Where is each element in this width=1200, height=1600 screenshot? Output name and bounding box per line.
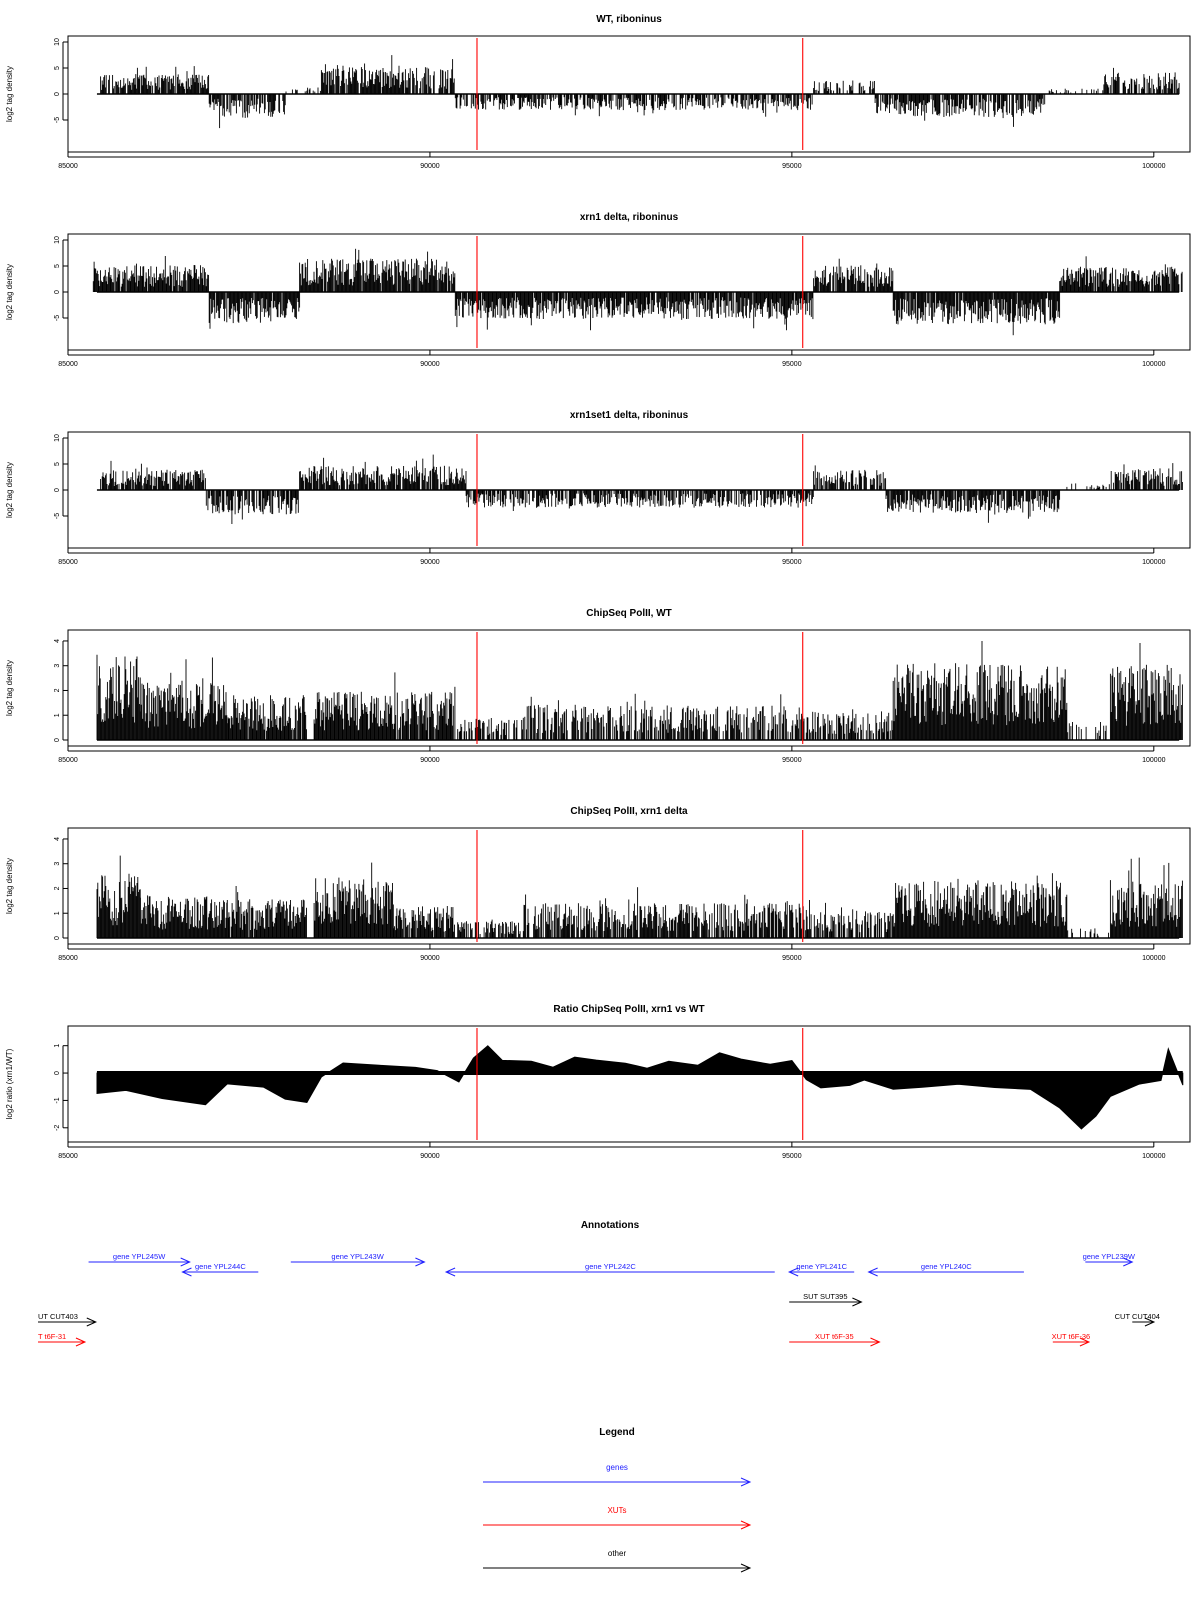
x-tick-label: 100000: [1142, 361, 1166, 368]
signal-region: [814, 259, 893, 292]
y-axis-label: log2 tag density: [5, 461, 14, 519]
chart-title: WT, riboninus: [596, 14, 662, 25]
y-tick-label: -5: [54, 314, 61, 322]
x-tick-label: 90000: [420, 757, 440, 764]
signal-region: [1068, 722, 1106, 740]
x-tick-label: 95000: [782, 361, 802, 368]
y-tick-label: -5: [54, 116, 61, 124]
signal-region: [140, 895, 226, 938]
x-tick-label: 95000: [782, 757, 802, 764]
y-tick-label: 2: [54, 688, 61, 693]
chart-panel-2: [5, 212, 1190, 368]
signal-region: [1111, 463, 1182, 490]
y-tick-label: 10: [54, 236, 61, 244]
chart-title: ChipSeq PolII, xrn1 delta: [570, 806, 688, 817]
data-layer: [97, 641, 1182, 740]
y-tick-label: 10: [54, 38, 61, 46]
x-tick-label: 90000: [420, 559, 440, 566]
y-axis-label: log2 tag density: [5, 659, 14, 717]
chart-panel-1: [5, 14, 1190, 170]
signal-region: [321, 55, 454, 94]
y-tick-label: 5: [54, 264, 61, 268]
signal-region: [300, 249, 455, 292]
signal-region: [875, 94, 1045, 127]
y-tick-label: 0: [54, 92, 61, 96]
x-tick-label: 100000: [1142, 163, 1166, 170]
x-tick-label: 85000: [58, 559, 78, 566]
signal-region: [806, 709, 892, 740]
chart-title: ChipSeq PolII, WT: [586, 608, 672, 619]
signal-region: [1067, 483, 1109, 490]
signal-region: [97, 655, 140, 740]
y-tick-label: 0: [54, 738, 61, 742]
signal-region: [394, 906, 455, 938]
x-tick-label: 85000: [58, 757, 78, 764]
signal-region: [227, 886, 306, 938]
signal-region: [140, 658, 226, 741]
y-tick-label: 0: [54, 488, 61, 492]
y-tick-label: 5: [54, 462, 61, 466]
x-tick-label: 90000: [420, 361, 440, 368]
y-tick-label: 0: [54, 290, 61, 294]
y-axis-label: log2 tag density: [5, 857, 14, 915]
x-tick-label: 85000: [58, 361, 78, 368]
y-tick-label: 1: [54, 713, 61, 718]
signal-region: [101, 66, 209, 94]
signal-region: [101, 461, 206, 490]
signal-region: [286, 88, 320, 95]
x-tick-label: 95000: [782, 163, 802, 170]
signal-region: [209, 94, 285, 128]
data-layer: [97, 856, 1182, 938]
signal-region: [458, 718, 524, 740]
signal-region: [300, 455, 466, 490]
signal-region: [886, 490, 1060, 523]
signal-region: [227, 695, 306, 740]
y-tick-label: 4: [54, 638, 61, 643]
signal-region: [206, 490, 298, 524]
signal-region: [814, 81, 875, 95]
y-tick-label: 5: [54, 66, 61, 70]
data-layer: [93, 249, 1182, 335]
y-axis-label: log2 tag density: [5, 65, 14, 123]
signal-region: [455, 94, 812, 117]
signal-region: [458, 920, 524, 938]
signal-region: [466, 490, 813, 511]
chart-title: xrn1 delta, riboninus: [579, 212, 679, 223]
x-tick-label: 85000: [58, 163, 78, 170]
chart-panel-4: [5, 608, 1190, 764]
signal-region: [1049, 89, 1103, 94]
signal-region: [93, 256, 208, 292]
signal-region: [97, 856, 140, 938]
data-layer: [97, 55, 1179, 128]
y-axis-label: log2 tag density: [5, 263, 14, 321]
x-tick-label: 90000: [420, 163, 440, 170]
x-tick-label: 100000: [1142, 559, 1166, 566]
x-tick-label: 100000: [1142, 757, 1166, 764]
chart-panel-5: [5, 806, 1190, 962]
signal-region: [455, 292, 813, 330]
signal-region: [1060, 256, 1182, 292]
y-tick-label: -5: [54, 512, 61, 520]
signal-region: [1110, 643, 1182, 740]
signal-region: [814, 465, 886, 490]
signal-region: [314, 672, 455, 740]
signal-region: [209, 292, 299, 329]
signal-region: [893, 292, 1059, 335]
chart-title: xrn1set1 delta, riboninus: [569, 410, 689, 421]
signal-region: [314, 863, 393, 938]
chart-panel-3: [5, 410, 1190, 566]
data-layer: [97, 455, 1182, 524]
signal-region: [525, 694, 804, 740]
signal-region: [893, 641, 1067, 740]
x-tick-label: 95000: [782, 559, 802, 566]
y-tick-label: 10: [54, 434, 61, 442]
signal-region: [1104, 68, 1179, 94]
y-tick-label: 3: [54, 663, 61, 668]
